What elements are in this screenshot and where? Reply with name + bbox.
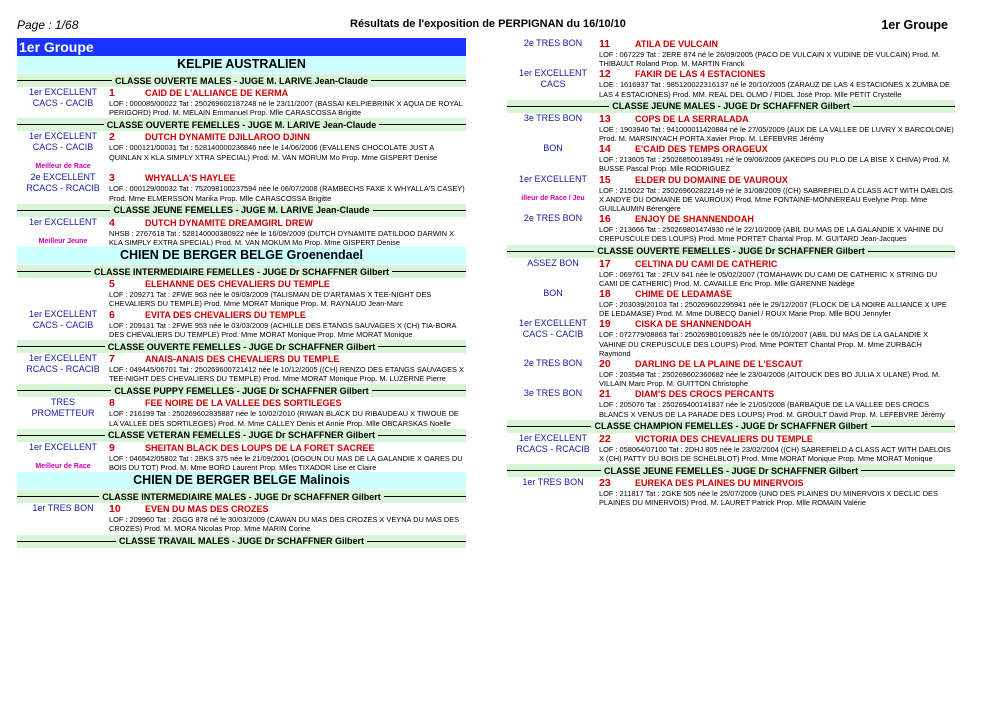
- dog-details: LOE : 1616937 Tat : 985120022316137 né le 20/10/2005 (ZARAUZ DE LAS 4 ESTACIONES X ZUMBA DE LAS 4 ESTACIONES) Prod. MM. REAL DEL OLMO / FIDEL José Prop. Mlle PETIT Crystelle: [599, 80, 950, 99]
- dog-details: LOF : 072779/08863 Tat : 250269801091825 née le 05/10/2007 (ABIL DU MAS DE LA GALANDIE X VAHINE DU CREPUSCULE DES LOUPS) Prod. Mme PORTET Chantal Prop. M. Mme ZURBACH Raymond: [599, 330, 929, 358]
- award-rank: 1er EXCELLENT: [28, 216, 98, 227]
- class-heading: [17, 118, 466, 131]
- award: [17, 353, 109, 383]
- award-title: RCACS - RCACIB: [26, 183, 100, 194]
- dog-details: LOF : 000129/00032 Tat : 752098100237594 née le 06/07/2008 (RAMBECHS FAXE X WHYALLA'S CASEY) Prod. Mme ELMERSSON Marika Prop. Mlle CARASCOSSA Brigitte: [109, 184, 465, 203]
- entry-body: [599, 213, 955, 243]
- class-heading-label: CLASSE VETERAN FEMELLES - JUGE Dr SCHAFFNER Gilbert: [107, 430, 376, 441]
- dog-name: DUTCH DYNAMITE DJILLAROO DJINN: [145, 132, 311, 143]
- dog-details: LOF : 046542/05802 Tat : 2BKS 375 née le 21/09/2001 (OGOUN DU MAS DE LA GALANDIE X OARES DU BOIS DU TOT) Prod. M. Mme BORD Laurent Prop. Mlles TIXADOR Lise et Claire: [109, 453, 463, 473]
- entry: [507, 113, 955, 143]
- award-rank: 1er TRES BON: [32, 503, 94, 514]
- award-title: RCACS - RCACIB: [516, 443, 590, 454]
- page-header: [0, 16, 992, 32]
- class-heading-label: CLASSE JEUNE MALES - JUGE Dr SCHAFFNER Gilbert: [612, 101, 850, 112]
- entry-body: [109, 278, 466, 308]
- award-rank: BON: [543, 143, 563, 154]
- entry-number: 14: [599, 143, 611, 156]
- entry-number: 2: [109, 131, 115, 144]
- class-heading-label: CLASSE INTERMEDIAIRE MALES - JUGE Dr SCHAFFNER Gilbert: [102, 491, 381, 502]
- dog-details: LOF : 215022 Tat : 250269602822149 né le 31/08/2009 ((CH) SABREFIELD A CLASS ACT WITH DAELOIS X ANDYE DU DOMAINE DE VAUROUX) Prod. Mme FONTAINE-MONNEREAU Evelyne Prop. Mme GUILLAUMIN Bérengère: [599, 185, 953, 214]
- award-note: illeur de Race / Jeu: [521, 194, 585, 202]
- award-title: RCACS - RCACIB: [26, 364, 100, 375]
- dog-details: LOF : 203039/20103 Tat : 250269602295941 née le 29/12/2007 (FLOCK DE LA NOIRE ALLIANCE X UPE DE LEDAMASE) Prod. M. Mme DUBECQ Daniel / ROUX Marie Prop. Mlle BOU Jennyfer: [599, 300, 947, 319]
- class-heading-label: CLASSE OUVERTE FEMELLES - JUGE M. LARIVE Jean-Claude: [106, 119, 377, 130]
- entry-number: 18: [599, 288, 611, 301]
- entry: [17, 217, 466, 247]
- award-note: Meilleur Jeune: [38, 237, 88, 245]
- breed-heading: KELPIE AUSTRALIEN: [17, 56, 466, 73]
- entry-body: [599, 358, 955, 388]
- entry-body: [599, 288, 955, 318]
- entry-number: 7: [109, 353, 115, 366]
- entry: [17, 278, 466, 308]
- dog-name-line: [599, 288, 955, 300]
- dog-details: LOF : 216199 Tat : 250269602835887 née le 10/02/2010 (RIWAN BLACK DU RIBAUDEAU X TIWOUE DE LA VALLEE DES SORTILEGES) Prod. M. Mme CALLEY Denis et Annie Prop. Mlle OBCARSKAS Noëlle: [109, 409, 459, 428]
- entry-number: 11: [599, 38, 611, 50]
- award-note: Meilleur de Race: [35, 462, 91, 470]
- dog-name: FEE NOIRE DE LA VALLEE DES SORTILEGES: [145, 398, 342, 409]
- dog-name-line: [109, 172, 466, 184]
- award-rank: 1er EXCELLENT: [28, 441, 98, 452]
- dog-name-line: [109, 503, 466, 515]
- dog-name: EUREKA DES PLAINES DU MINERVOIS: [635, 478, 804, 489]
- dog-details: LOF : 211817 Tat : 2GKE 505 née le 25/07/2009 (UNO DES PLAINES DU MINERVOIS X DECLIC DES PLAINES DU MINERVOIS) Prod. M. LAURET Patrick Prop. Mlle ROMAIN Valérie: [599, 489, 938, 508]
- award-rank: BON: [543, 288, 563, 299]
- award-rank: 2e EXCELLENT: [30, 172, 96, 183]
- entry-body: [599, 38, 955, 68]
- dog-details: LOF : 069761 Tat : 2FLV 641 née le 05/02/2007 (TOMAHAWK DU CAMI DE CATHERIC X STRING DU CAMI DE CATHERIC) Prod. M. CAVAILLE Eric Prop. Mlle GARENNE Nadège: [599, 269, 938, 288]
- dog-details: LOF : 000121/00031 Tat : 528140000236846 née le 14/06/2006 (EVALLENS CHOCOLATE JUST A QUINLAN X KLA SIMPLY XTRA SPECIAL) Prod. M. VAN MORUM Mo Prop. Mme GISPERT Denise: [109, 143, 438, 162]
- dog-name-line: [599, 388, 955, 400]
- entry: [17, 309, 466, 339]
- award-rank: 3e TRES BON: [523, 388, 583, 399]
- award: [507, 258, 599, 288]
- dog-name: DIAM'S DES CROCS PERCANTS: [635, 389, 775, 400]
- dog-name-line: [599, 113, 955, 125]
- entry-body: [599, 68, 955, 98]
- entry-number: 17: [599, 257, 611, 270]
- dog-details: LOF : 049445/06701 Tat : 250269600721412 née le 10/12/2005 ((CH) RENZO DES ETANGS SAUVAGES X TEE-NIGHT DES CHEVALIERS DU TEMPLE) Prod. Mme MORAT Monique Prop. M. LUZERNE Pierre: [109, 365, 464, 384]
- entry-number: 23: [599, 477, 611, 490]
- dog-details: LOF : 000085/00022 Tat : 250269602187248 né le 23/11/2007 (BASSAI KELPIEBRINK X AQUA DE ROYAL PERIGORD) Prod. M. MELAIN Emmanuel Prop. Mlle CARASCOSSA Brigitte: [109, 99, 463, 118]
- award: [17, 87, 109, 117]
- entry-number: 22: [599, 432, 611, 445]
- class-heading-label: CLASSE OUVERTE FEMELLES - JUGE Dr SCHAFFNER Gilbert: [597, 246, 865, 257]
- entry: [507, 358, 955, 388]
- entry: [17, 503, 466, 533]
- award: [17, 131, 109, 172]
- award: [507, 143, 599, 173]
- class-heading-label: CLASSE OUVERTE MALES - JUGE M. LARIVE Jean-Claude: [114, 75, 369, 86]
- dog-name: ANAIS-ANAIS DES CHEVALIERS DU TEMPLE: [145, 354, 340, 365]
- award-rank: 1er EXCELLENT: [518, 68, 588, 79]
- dog-name: VICTORIA DES CHEVALIERS DU TEMPLE: [635, 433, 813, 444]
- award-rank: 1er TRES BON: [522, 477, 584, 488]
- dog-name: ATILA DE VULCAIN: [635, 39, 718, 49]
- award: [507, 358, 599, 388]
- entry-body: [599, 143, 955, 173]
- dog-details: NHSB : 2767618 Tat : 528140000380922 née le 16/09/2009 (DUTCH DYNAMITE DATILDOO DARWIN X KLA SIMPLY EXTRA SPECIAL) Prod. M. VAN MOKUM Mo Prop. Mme GISPERT Denise: [109, 228, 455, 248]
- award-title: PROMETTEUR: [31, 408, 95, 419]
- page-title: Résultats de l'exposition de PERPIGNAN du 16/10/10: [350, 18, 626, 30]
- class-heading-label: CLASSE INTERMEDIAIRE FEMELLES - JUGE Dr SCHAFFNER Gilbert: [93, 266, 390, 277]
- class-heading: [17, 384, 466, 397]
- award-title: CACS - CACIB: [32, 98, 94, 108]
- dog-details: LOF : 209960 Tat : 2GGG 878 né le 30/03/2009 (CAWAN DU MAS DES CROZES X VEYNA DU MAS DES CROZES) Prod. M. MORA Nicolas Prop. Mme MARIN Corine: [109, 515, 460, 534]
- dog-details: LOF : 205076 Tat : 250269400141837 née le 21/05/2008 (BARBAQUE DE LA VALLEE DES CROCS BLANCS X VENUS DE LA PARADE DES LOUPS) Prod. M. GROULT David Prop. M. LEFEBVRE Jérémy: [599, 400, 945, 419]
- group-label: 1er Groupe: [881, 18, 948, 32]
- dog-name: ELDER DU DOMAINE DE VAUROUX: [635, 174, 788, 185]
- entry-body: [599, 433, 955, 463]
- dog-name: ELEHANNE DES CHEVALIERS DU TEMPLE: [145, 279, 330, 290]
- entry: [17, 131, 466, 172]
- entry-number: 21: [599, 388, 611, 401]
- class-heading-label: CLASSE TRAVAIL MALES - JUGE Dr SCHAFFNER Gilbert: [118, 536, 365, 547]
- award-rank: 1er EXCELLENT: [28, 87, 98, 97]
- class-heading: [17, 535, 466, 548]
- award: [17, 217, 109, 247]
- entry-body: [599, 113, 955, 143]
- class-heading: [507, 245, 955, 258]
- entry-number: 10: [109, 503, 121, 516]
- entry-number: 15: [599, 173, 611, 186]
- entry: [17, 172, 466, 202]
- entry-number: 1: [109, 87, 115, 99]
- entry-body: [109, 397, 466, 427]
- award: [507, 38, 599, 68]
- dog-name-line: [109, 353, 466, 365]
- entry-number: 3: [109, 172, 115, 185]
- class-heading-label: CLASSE JEUNE FEMELLES - JUGE Dr SCHAFFNER Gilbert: [603, 465, 859, 476]
- dog-name: FAKIR DE LAS 4 ESTACIONES: [635, 69, 766, 80]
- entry: [507, 213, 955, 243]
- award-rank: 1er EXCELLENT: [28, 131, 98, 142]
- class-heading: [507, 420, 955, 433]
- award-rank: 1er EXCELLENT: [518, 318, 588, 329]
- class-heading: [507, 100, 955, 113]
- dog-name: COPS DE LA SERRALADA: [635, 113, 749, 124]
- dog-name-line: [599, 68, 955, 80]
- entry-number: 20: [599, 358, 611, 371]
- dog-name: CAID DE L'ALLIANCE DE KERMA: [145, 88, 289, 98]
- dog-name: EVEN DU MAS DES CROZES: [145, 504, 269, 515]
- entry: [17, 397, 466, 427]
- dog-name-line: [109, 131, 466, 143]
- entry-body: [109, 217, 466, 247]
- award-rank: 1er EXCELLENT: [518, 173, 588, 184]
- class-heading-label: CLASSE OUVERTE FEMELLES - JUGE Dr SCHAFFNER Gilbert: [107, 341, 376, 352]
- dog-name: WHYALLA'S HAYLEE: [145, 173, 236, 184]
- entry-number: 4: [109, 216, 115, 229]
- award-title: CACS: [540, 79, 566, 90]
- entry-number: 19: [599, 318, 611, 331]
- breed-heading: CHIEN DE BERGER BELGE Groenendael: [17, 247, 466, 264]
- entry-body: [109, 503, 466, 533]
- entry-body: [109, 172, 466, 202]
- dog-name-line: [109, 217, 466, 229]
- entry: [507, 143, 955, 173]
- dog-details: LOF : 209271 Tat : 2FWE 963 née le 09/03/2009 (TALISMAN DE D'ARTAMAS X TEE-NIGHT DES CHEVALIERS DU TEMPLE) Prod. Mme MORAT Monique Prop. M. RAYNAUD Jean-Marc: [109, 290, 432, 309]
- class-heading: [17, 204, 466, 217]
- entry-number: 16: [599, 213, 611, 226]
- dog-name: CELTINA DU CAMI DE CATHERIC: [635, 258, 778, 269]
- class-heading-label: CLASSE PUPPY FEMELLES - JUGE Dr SCHAFFNER Gilbert: [114, 385, 369, 396]
- entry: [17, 87, 466, 117]
- award-rank: 1er EXCELLENT: [28, 353, 98, 364]
- entry-body: [109, 309, 466, 339]
- dog-name: CISKA DE SHANNENDOAH: [635, 319, 752, 330]
- award: [507, 288, 599, 318]
- award-rank: 2e TRES BON: [523, 213, 583, 224]
- dog-name: CHIME DE LEDAMASE: [635, 289, 733, 300]
- entry: [507, 477, 955, 507]
- award: [507, 477, 599, 507]
- entry-number: 8: [109, 397, 115, 410]
- award-rank: 1er EXCELLENT: [28, 308, 98, 319]
- class-heading: [17, 490, 466, 503]
- entry: [507, 318, 955, 358]
- entry-number: 13: [599, 112, 611, 125]
- dog-name: EVITA DES CHEVALIERS DU TEMPLE: [145, 309, 306, 320]
- right-column: [507, 38, 955, 508]
- left-column: [17, 38, 466, 548]
- entry: [507, 68, 955, 98]
- class-heading: [17, 429, 466, 442]
- dog-name-line: [599, 143, 955, 155]
- dog-details: LOF : 209131 Tat : 2FWE 953 née le 03/03/2009 (ACHILLE DES ETANGS SAUVAGES X (CH) TIA-BORA DES CHEVALIERS DU TEMPLE) Prod. Mme MORAT Monique Prop. Mme MORAT Monique: [109, 320, 456, 339]
- entry-number: 9: [109, 441, 115, 454]
- class-heading-label: CLASSE JEUNE FEMELLES - JUGE M. LARIVE Jean-Claude: [113, 205, 370, 216]
- entry-body: [599, 477, 955, 507]
- dog-details: LOF : 067229 Tat : 2ERE 874 né le 26/09/2005 (PACO DE VULCAIN X VUDINE DE VULCAIN) Prod. M. THIBAULT Roland Prop. M. MARTIN Franck: [599, 50, 941, 69]
- entry: [507, 288, 955, 318]
- entry: [17, 353, 466, 383]
- group-bar: 1er Groupe: [17, 38, 466, 56]
- dog-name: DARLING DE LA PLAINE DE L'ESCAUT: [635, 359, 803, 370]
- entry: [507, 433, 955, 463]
- award: [507, 213, 599, 243]
- dog-name-line: [599, 318, 955, 330]
- dog-name-line: [599, 174, 955, 186]
- award-title: CACS - CACIB: [522, 329, 584, 340]
- dog-name-line: [599, 213, 955, 225]
- entry-number: 5: [109, 278, 115, 291]
- class-heading: [507, 464, 955, 477]
- award-title: CACS - CACIB: [32, 319, 94, 330]
- entry: [507, 38, 955, 68]
- dog-name-line: [109, 87, 466, 99]
- award: [17, 172, 109, 202]
- entry-number: 12: [599, 68, 611, 81]
- entry-body: [109, 131, 466, 172]
- award: [507, 174, 599, 214]
- award-title: CACS - CACIB: [32, 142, 94, 153]
- entry-body: [599, 258, 955, 288]
- award: [507, 113, 599, 143]
- entry: [507, 388, 955, 418]
- award: [507, 388, 599, 418]
- award-note: Meilleur de Race: [35, 163, 91, 171]
- award-rank: 1er EXCELLENT: [518, 432, 588, 443]
- award-rank: 3e TRES BON: [523, 112, 583, 123]
- entry: [507, 258, 955, 288]
- dog-details: LOE : 1903940 Tat : 941000011420884 né le 27/05/2009 (AUX DE LA VALLEE DE LUVRY X BARCOLONE) Prod. M. MARSINYACH PORTA Xavier Prop. M. LEFEBVRE Jérémy: [599, 124, 954, 144]
- entry-body: [599, 174, 955, 214]
- breed-heading: CHIEN DE BERGER BELGE Malinois: [17, 472, 466, 489]
- award: [17, 278, 109, 308]
- page-number: Page : 1/68: [17, 18, 79, 32]
- dog-name-line: [109, 278, 466, 290]
- dog-name-line: [599, 477, 955, 489]
- dog-name: SHEITAN BLACK DES LOUPS DE LA FORET SACREE: [145, 442, 375, 453]
- class-heading-label: CLASSE CHAMPION FEMELLES - JUGE Dr SCHAFFNER Gilbert: [594, 421, 868, 432]
- class-heading: [17, 74, 466, 87]
- award: [507, 68, 599, 98]
- dog-details: LOF : 213666 Tat : 250269801474930 né le 22/10/2009 (ABIL DU MAS DE LA GALANDIE X VAHINE DU CREPUSCULE DES LOUPS) Prod. Mme PORTET Chantal Prop. M. GUITARD Jean-Jacques: [599, 225, 944, 244]
- dog-details: LOF : 058064/07100 Tat : 2DHJ 805 née le 23/02/2004 ((CH) SABREFIELD A CLASS ACT WITH DAELOIS X (CH) PATTY DU BOIS DE SCHELBLOT) Prod. Mme MORAT Monique Prop. Mme MORAT Monique: [599, 444, 951, 464]
- entry-body: [109, 442, 466, 472]
- award: [17, 442, 109, 472]
- entry-number: 6: [109, 308, 115, 321]
- dog-name: DUTCH DYNAMITE DREAMGIRL DREW: [145, 217, 313, 228]
- award: [17, 397, 109, 427]
- dog-name-line: [599, 38, 955, 50]
- entry-body: [109, 87, 466, 117]
- entry-body: [599, 318, 955, 358]
- award-rank: TRES: [50, 397, 75, 408]
- dog-name-line: [599, 433, 955, 445]
- entry: [507, 174, 955, 214]
- dog-name-line: [109, 309, 466, 321]
- class-heading: [17, 265, 466, 278]
- award-rank: 2e TRES BON: [523, 358, 583, 369]
- dog-details: LOF : 213605 Tat : 250268500189491 né le 09/06/2009 (AKEOPS DU PLO DE LA BISE X CHIVA) Prod. M. BUSSE Pascal Prop. Mlle RODRIGUEZ: [599, 155, 951, 174]
- dog-name-line: [599, 358, 955, 370]
- entry-body: [109, 353, 466, 383]
- dog-name-line: [109, 397, 466, 409]
- class-heading: [17, 340, 466, 353]
- entry-body: [599, 388, 955, 418]
- award-rank: 2e TRES BON: [523, 38, 583, 48]
- dog-name-line: [109, 442, 466, 454]
- dog-name: ENJOY DE SHANNENDOAH: [635, 214, 754, 225]
- dog-details: LOF : 203548 Tat : 250269602360682 née le 23/04/2008 (AITOUCK DES BO JULIA X ULANE) Prod. M. VILLAIN Marc Prop. M. GUITTON Christophe: [599, 370, 941, 389]
- award: [507, 318, 599, 358]
- award-rank: ASSEZ BON: [527, 257, 579, 268]
- award: [17, 309, 109, 339]
- entry: [17, 442, 466, 472]
- award: [17, 503, 109, 533]
- dog-name-line: [599, 258, 955, 270]
- award: [507, 433, 599, 463]
- dog-name: E'CAID DES TEMPS ORAGEUX: [635, 144, 768, 155]
